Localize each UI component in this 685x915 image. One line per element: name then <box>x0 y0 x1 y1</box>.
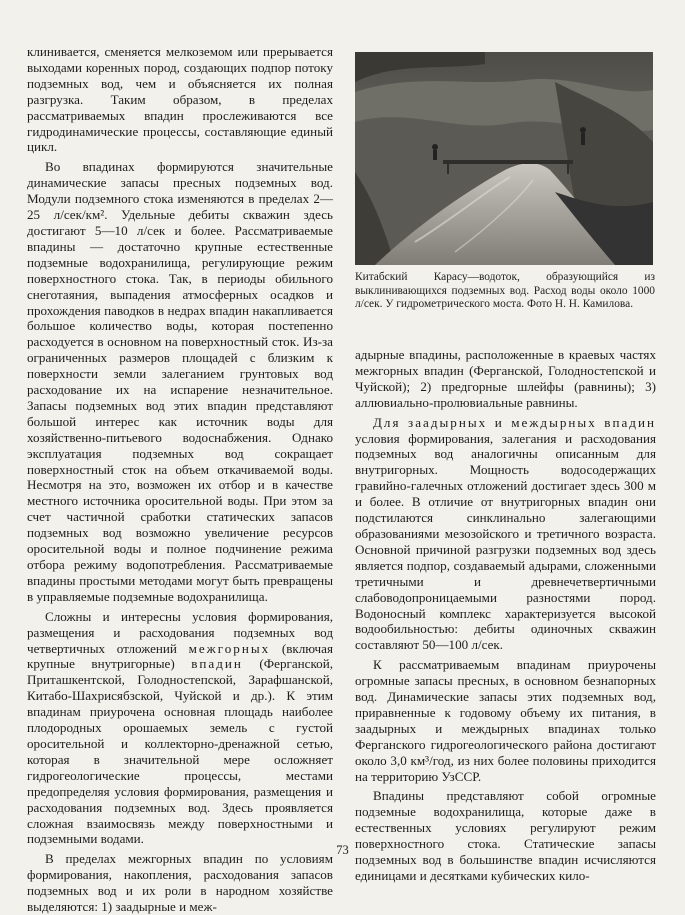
text-run: (включая крупные внутригорные) <box>27 640 333 672</box>
right-text-column <box>355 347 656 884</box>
paragraph <box>355 415 656 654</box>
paragraph: адырные впадины, расположенные в краевых частях межгорных впадин (Ферганской, Голодностепской и Чуйской); 2) предгорные шлейфы (равнины); 3) аллювиально-пролювиальные равнины. <box>355 347 656 410</box>
text-run: Сложны и интересны условия формирования, размещения и расходования подземных вод четвертичных отложений <box>27 608 333 656</box>
paragraph: В пределах межгорных впадин по условиям формирования, накопления, расходования запасов подземных вод и их роли в народном хозяйстве выделяются: 1) заадырные и меж- <box>27 851 333 915</box>
paragraph: клинивается, сменяется мелкоземом или прерывается выходами коренных пород, создающих подпор потоку подземных вод, чем и объясняется их полная разгрузка. Таким образом, в пределах рассматриваемых впадин прослеживаются все гидродинамические процессы, составляющие единый цикл. <box>27 44 333 155</box>
paragraph: К рассматриваемым впадинам приурочены огромные запасы пресных, в основном безнапорных вод. Динамические запасы этих подземных вод, приравненные к годовому объему их питания, в заадырных и междырных впадинах только Ферганского гидрогеологического района достигают около 3,0 км³/год, из них более половины приходится на территорию УзССР. <box>355 657 656 784</box>
paragraph: Впадины представляют собой огромные подземные водохранилища, которые даже в естественных условиях регулируют режим поверхностного стока. Статические запасы подземных вод в большинстве впадин исчисляются единицами и десятками кубических кило- <box>355 788 656 883</box>
river-photo <box>355 52 653 265</box>
photo-caption: Китабский Карасу—водоток, образующийся из выклинивающихся подземных вод. Расход воды около 1000 л/сек. У гидрометрического моста. Фото Н. Н. Камилова. <box>355 271 655 311</box>
paragraph <box>27 609 333 848</box>
text-run: (Ферганской, Приташкентской, Голодностепской, Зарафшанской, Китабо-Шахрисябзской, Чуйской и др.). К этим впадинам приурочена основная площадь наиболее плодородных орошаемых земель с густой оросительной и коллекторно-дренажной сетью, которая в значительной мере осложняет гидрогеологические процессы, местами предопределяя условия формирования, размещения и расходования подземных вод. Здесь проявляется сложная взаимосвязь между поверхностными и подземными водами. <box>27 656 334 847</box>
spaced-term: Для заадырных и междырных впадин <box>373 414 656 430</box>
paragraph: Во впадинах формируются значительные динамические запасы пресных подземных вод. Модули подземного стока изменяются в пределах 2—25 л/сек/км². Удельные дебиты скважин здесь достигают 5—10 л/сек и более. Рассматриваемые впадины — достаточно крупные естественные подземные водохранилища, регулирующие режим поверхностного стока. Так, в периоды обильного снеготаяния, выпадения атмосферных осадков и прохождения паводков в недрах впадин накапливается большое количество воды, которая постепенно расходуется в основном на поверхностный сток. Из-за ограниченных размеров площадей с близким к поверхности земли залеганием грунтовых вод расходование их на испарение незначительное. Запасы подземных вод этих впадин представляют большой интерес как источник воды для хозяйственно-питьевого водоснабжения. Однако эксплуатация подземных вод сокращает поверхностный сток на объем откачиваемой воды. Несмотря на это, возможен их отбор и в качестве местного источника оросительной воды. При этом за счет частичной сработки статических запасов подземных вод возможно увеличение ресурсов оросительной воды и полное подчинение режима отбора режиму водопотребления. Рассматриваемые впадины простыми методами могут быть превращены в управляемые подземные водохранилища. <box>27 159 333 604</box>
spaced-term: межгорных <box>188 640 271 656</box>
page-number: 73 <box>336 843 349 857</box>
left-text-column <box>27 44 333 915</box>
text-run: условия формирования, залегания и расходования подземных вод аналогичны описанным для внутригорных. Мощность водосодержащих гравийно-галечных отложений достигает здесь 300 м и более. В отличие от внутригорных впадин они подстилаются синклинально залегающими образованиями мезозойского и третичного возраста. Основной причиной разгрузки подземных вод здесь является подпор, создаваемый адырами, сложенными третичными и древнечетвертичными слабоводопроницаемыми разностями пород. Водоносный комплекс характеризуется высокой водообильностью: дебиты одиночных скважин составляют 50—100 л/сек. <box>355 430 656 653</box>
photo-river-icon <box>355 52 653 265</box>
spaced-term: впадин <box>191 656 243 672</box>
